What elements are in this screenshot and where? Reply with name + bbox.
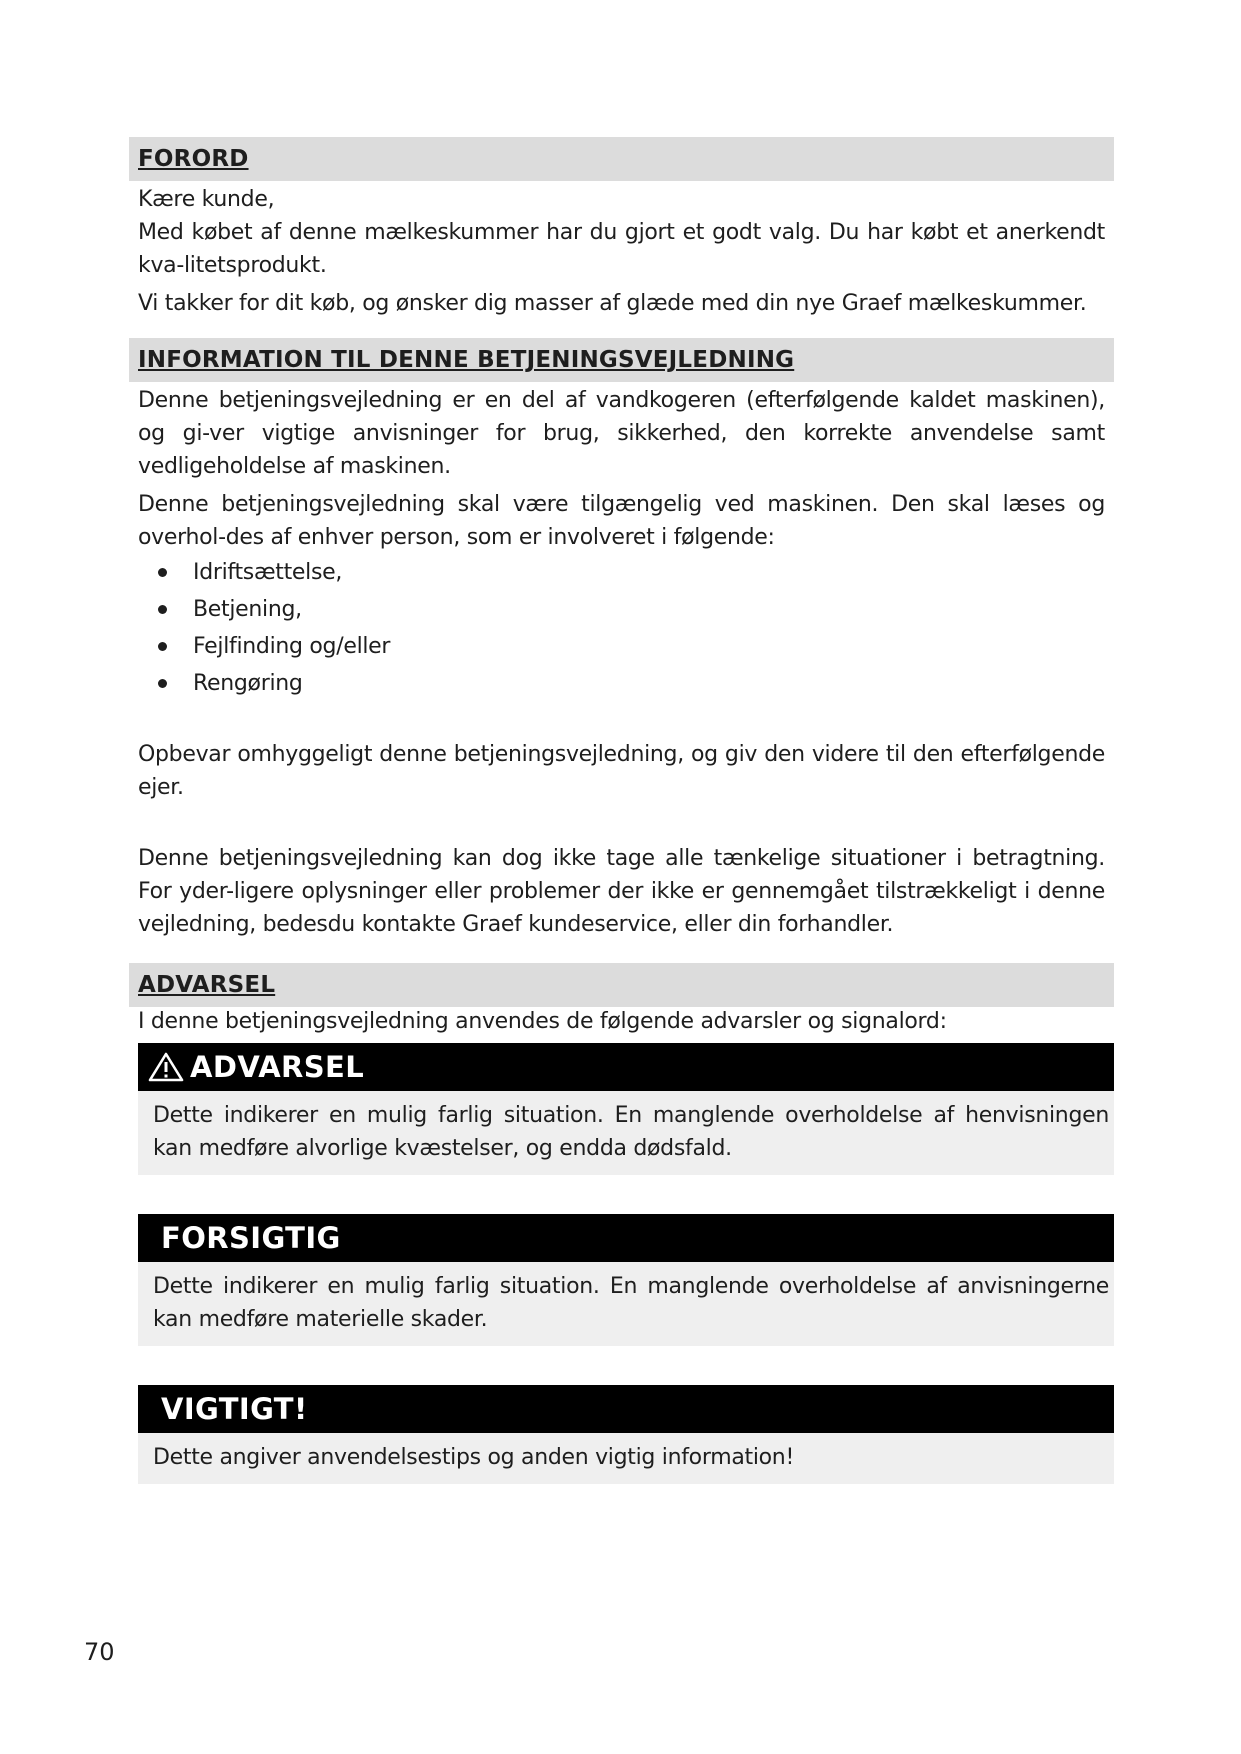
warning-box-advarsel (138, 1043, 1114, 1175)
list-item: Idriftsættelse, (158, 554, 1114, 591)
greeting: Kære kunde, (138, 187, 275, 212)
page-content (129, 137, 1114, 1484)
warning-box-heading: FORSIGTIG (138, 1214, 1114, 1262)
warning-triangle-icon (148, 1052, 184, 1082)
warning-box-text: Dette indikerer en mulig farlig situation. En manglende overholdelse af henvisningen kan medføre alvorlige kvæstelser, og endda dødsfald. (138, 1091, 1114, 1175)
involvement-list (129, 554, 1114, 702)
list-item: Betjening, (158, 591, 1114, 628)
warning-box-vigtigt (138, 1385, 1114, 1484)
warning-box-heading: ADVARSEL (138, 1043, 1114, 1091)
forord-paragraph-1: Med købet af denne mælkeskummer har du gjort et godt valg. Du har købt et anerkendt kva-litetsprodukt. (138, 220, 1105, 278)
information-paragraph-1: Denne betjeningsvejledning er en del af vandkogeren (efterfølgende kaldet maskinen), og gi-ver vigtige anvisninger for brug, sikkerhed, den korrekte anvendelse samt vedligeholdelse af maskinen. (138, 388, 1105, 479)
warning-box-heading: VIGTIGT! (138, 1385, 1114, 1433)
section-heading-forord: FORORD (129, 137, 1114, 181)
advarsel-intro: I denne betjeningsvejledning anvendes de følgende advarsler og signalord: (138, 1009, 947, 1034)
bullet-icon (158, 605, 167, 614)
warning-box-text: Dette indikerer en mulig farlig situation. En manglende overholdelse af anvisningerne kan medføre materielle skader. (138, 1262, 1114, 1346)
bullet-icon (158, 568, 167, 577)
section-heading-advarsel: ADVARSEL (129, 963, 1114, 1007)
information-paragraph-3: Opbevar omhyggeligt denne betjeningsvejledning, og giv den videre til den efterfølgende ejer. (138, 742, 1105, 800)
forord-paragraph-2: Vi takker for dit køb, og ønsker dig masser af glæde med din nye Graef mælkeskummer. (138, 291, 1087, 316)
information-paragraph-2: Denne betjeningsvejledning skal være tilgængelig ved maskinen. Den skal læses og overhol-des af enhver person, som er involveret i følgende: (138, 492, 1105, 550)
warning-box-text: Dette angiver anvendelsestips og anden vigtig information! (138, 1433, 1114, 1484)
section-heading-information: INFORMATION TIL DENNE BETJENINGSVEJLEDNING (129, 338, 1114, 382)
warning-box-forsigtig (138, 1214, 1114, 1346)
bullet-icon (158, 642, 167, 651)
page-number: 70 (84, 1638, 115, 1666)
information-paragraph-4: Denne betjeningsvejledning kan dog ikke tage alle tænkelige situationer i betragtning. For yder-ligere oplysninger eller problemer der ikke er gennemgået tilstrækkeligt i denne vejledning, bedesdu kontakte Graef kundeservice, eller din forhandler. (138, 846, 1105, 937)
bullet-icon (158, 679, 167, 688)
list-item: Rengøring (158, 665, 1114, 702)
list-item: Fejlfinding og/eller (158, 628, 1114, 665)
